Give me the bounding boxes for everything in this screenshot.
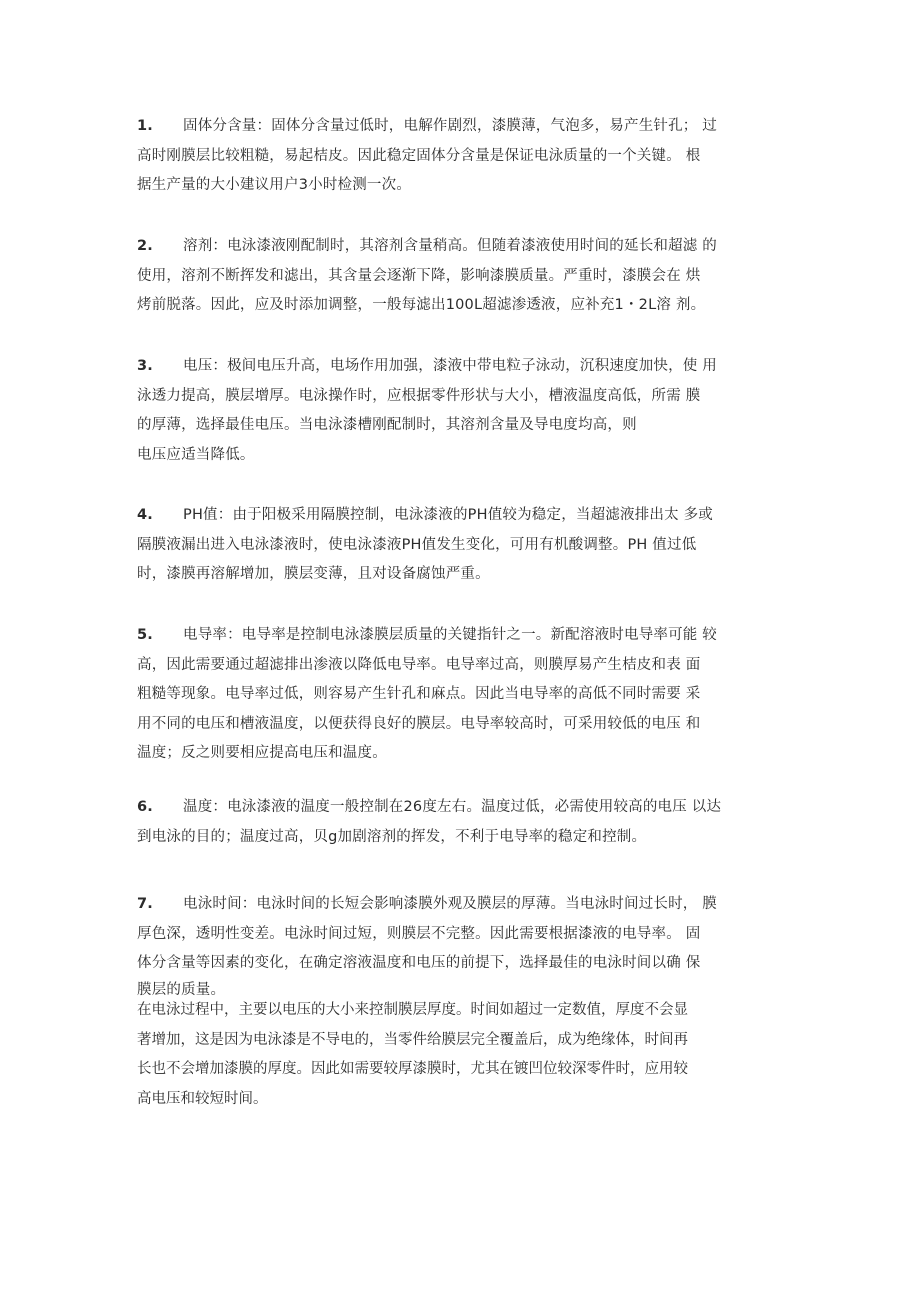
paragraph-line — [137, 793, 793, 823]
item-number: 1. — [137, 118, 153, 134]
line-text: PH值：由于阳极采用隔膜控制，电泳漆液的PH值较为稳定，当超滤液排出太 多或 — [183, 507, 714, 523]
paragraph-line: 电压应适当降低。 — [137, 446, 255, 463]
paragraph-line — [137, 890, 793, 920]
paragraph-line — [137, 352, 793, 382]
paragraph-line: 高，因此需要通过超滤排出渗液以降低电导率。电导率过高，则膜厚易产生桔皮和表 面 — [137, 656, 701, 673]
paragraph-line: 使用，溶剂不断挥发和滤出，其含量会逐渐下降，影响漆膜质量。严重时，漆膜会在 烘 — [137, 267, 701, 284]
paragraph-line: 到电泳的目的；温度过高，贝g加剧溶剂的挥发，不利于电导率的稳定和控制。 — [137, 828, 647, 845]
item-number: 2. — [137, 238, 153, 254]
paragraph-line: 高时刚膜层比较粗糙，易起桔皮。因此稳定固体分含量是保证电泳质量的一个关键。 根 — [137, 147, 701, 164]
line-text: 温度：电泳漆液的温度一般控制在26度左右。温度过低，必需使用较高的电压 以达 — [183, 799, 722, 815]
paragraph-line: 著增加，这是因为电泳漆是不导电的，当零件给膜层完全覆盖后，成为绝缘体，时间再 — [137, 1031, 688, 1048]
paragraph-line: 长也不会增加漆膜的厚度。因此如需要较厚漆膜时，尤其在镀凹位较深零件时，应用较 — [137, 1061, 688, 1078]
paragraph-line — [137, 621, 793, 651]
paragraph-line — [137, 501, 793, 531]
paragraph-line: 体分含量等因素的变化，在确定溶液温度和电压的前提下，选择最佳的电泳时间以确 保 — [137, 955, 701, 972]
item-number: 3. — [137, 358, 153, 374]
paragraph-line — [137, 112, 793, 142]
paragraph-item-4 — [137, 501, 793, 590]
paragraph-item-3 — [137, 352, 793, 470]
line-text: 电泳时间：电泳时间的长短会影响漆膜外观及膜层的厚薄。当电泳时间过长时， 膜 — [183, 896, 718, 912]
paragraph-line: 的厚薄，选择最佳电压。当电泳漆槽刚配制时，其溶剂含量及导电度均高，则 — [137, 417, 637, 434]
paragraph-line — [137, 232, 793, 262]
paragraph-line: 高电压和较短时间。 — [137, 1090, 268, 1107]
line-text: 电导率：电导率是控制电泳漆膜层质量的关键指针之一。新配溶液时电导率可能 较 — [183, 627, 718, 643]
line-text: 固体分含量：固体分含量过低时，电解作剧烈，漆膜薄，气泡多，易产生针孔； 过 — [183, 118, 718, 134]
closing-paragraph — [137, 996, 793, 1114]
paragraph-line: 厚色深，透明性变差。电泳时间过短，则膜层不完整。因此需要根据漆液的电导率。 固 — [137, 925, 701, 942]
paragraph-line: 温度；反之则要相应提高电压和温度。 — [137, 745, 387, 762]
line-text: 溶剂：电泳漆液刚配制时，其溶剂含量稍高。但随着漆液使用时间的延长和超滤 的 — [183, 238, 718, 254]
paragraph-line: 在电泳过程中，主要以电压的大小来控制膜层厚度。时间如超过一定数值，厚度不会显 — [137, 1002, 688, 1018]
paragraph-line: 据生产量的大小建议用户3小时检测一次。 — [137, 177, 412, 194]
item-number: 4. — [137, 507, 153, 523]
paragraph-line: 用不同的电压和槽液温度，以便获得良好的膜层。电导率较高时，可采用较低的电压 和 — [137, 715, 701, 732]
paragraph-item-5 — [137, 621, 793, 769]
paragraph-line: 时，漆膜再溶解增加，膜层变薄，且对设备腐蚀严重。 — [137, 566, 490, 583]
paragraph-line: 烤前脱落。因此，应及时添加调整，一般每滤出100L超滤渗透液，应补充1・2L溶 剂。 — [137, 297, 706, 314]
line-text: 电压：极间电压升高，电场作用加强，漆液中带电粒子泳动，沉积速度加快，使 用 — [183, 358, 718, 374]
paragraph-item-2 — [137, 232, 793, 321]
paragraph-line: 隔膜液漏出进入电泳漆液时，使电泳漆液PH值发生变化，可用有机酸调整。PH 值过低 — [137, 536, 697, 553]
item-number: 6. — [137, 799, 153, 815]
item-number: 7. — [137, 896, 153, 912]
paragraph-line: 粗糙等现象。电导率过低，则容易产生针孔和麻点。因此当电导率的高低不同时需要 采 — [137, 686, 701, 703]
item-number: 5. — [137, 627, 153, 643]
paragraph-line: 泳透力提高，膜层增厚。电泳操作时，应根据零件形状与大小，槽液温度高低，所需 膜 — [137, 387, 701, 404]
paragraph-item-7 — [137, 890, 793, 1001]
paragraph-item-1 — [137, 112, 793, 201]
paragraph-item-6 — [137, 793, 793, 852]
paragraph-line: 膜层的质量。 — [137, 981, 226, 998]
